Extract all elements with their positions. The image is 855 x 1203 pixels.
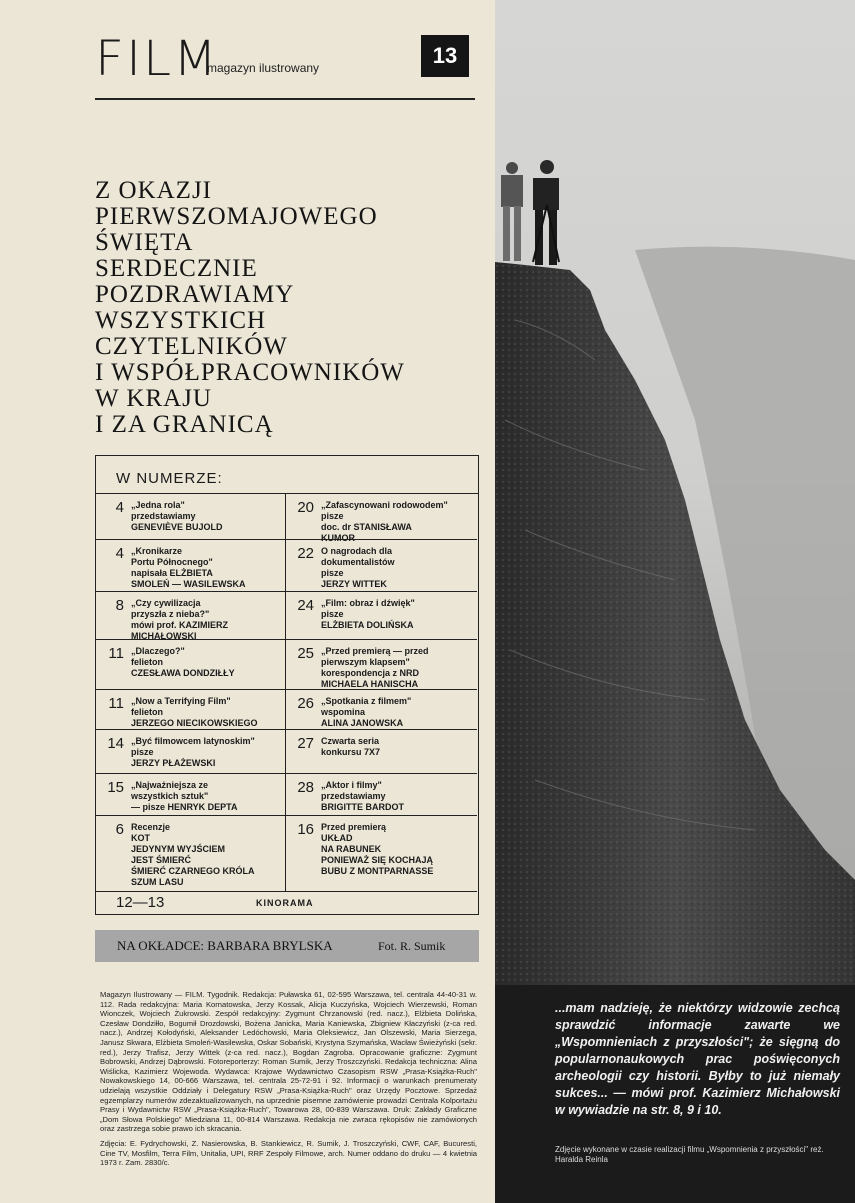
entry-page: 15 <box>107 779 124 796</box>
greeting-line: SERDECZNIE <box>95 255 258 282</box>
table-of-contents <box>95 455 479 915</box>
entry-page: 11 <box>108 645 124 662</box>
photo-quote: ...mam nadzieję, że niektórzy widzowie zechcą sprawdzić informacje zawarte we „Wspomnieniach z przyszłości"; że sięgną do popularnonaukowych prac poświęconych archeologii czy historii. Byłby to już niemały sukces... — mówi prof. Kazimierz Michałowski w wywiadzie na str. 8, 9 i 10. <box>555 1001 840 1117</box>
entry-title: KINORAMA <box>256 898 314 908</box>
greeting-line: I ZA GRANICĄ <box>95 411 274 438</box>
entry-title: „Film: obraz i dźwięk" pisze ELŻBIETA DOLIŃSKA <box>321 598 415 630</box>
contents-heading: W NUMERZE: <box>96 456 478 494</box>
greeting-line: PIERWSZOMAJOWEGO <box>95 203 378 230</box>
photo-caption: Zdjęcie wykonane w czasie realizacji filmu „Wspomnienia z przyszłości" reż. Haralda Reinla <box>555 1145 824 1164</box>
greeting-line: Z OKAZJI <box>95 177 213 204</box>
entry-title: Przed premierą UKŁAD NA RABUNEK PONIEWAŻ SIĘ KOCHAJĄ BUBU Z MONTPARNASSE <box>321 822 434 876</box>
greeting-headline <box>95 178 465 438</box>
entry-title: „Spotkania z filmem" wspomina ALINA JANOWSKA <box>321 696 412 728</box>
contents-entry[interactable] <box>286 540 477 592</box>
contents-entry[interactable] <box>96 494 286 540</box>
masthead-rule <box>95 98 475 100</box>
contents-entry[interactable] <box>286 690 477 730</box>
cover-caption <box>95 930 479 962</box>
entry-page: 8 <box>115 597 124 614</box>
entry-title: „Jedna rola" przedstawiamy GENEVIÈVE BUJOLD <box>131 500 223 532</box>
entry-page: 26 <box>297 695 314 712</box>
contents-entry[interactable] <box>96 592 286 640</box>
contents-entry[interactable] <box>96 730 286 774</box>
entry-page: 12—13 <box>116 894 165 911</box>
greeting-line: ŚWIĘTA <box>95 229 194 256</box>
entry-page: 20 <box>297 499 314 516</box>
entry-page: 11 <box>108 695 124 712</box>
entry-page: 4 <box>115 499 124 516</box>
masthead <box>95 31 475 105</box>
entry-page: 27 <box>297 735 314 752</box>
photo-column <box>495 0 855 1203</box>
entry-title: „Przed premierą — przed pierwszym klapsem" korespondencja z NRD MICHAELA HANISCHA <box>321 646 429 689</box>
entry-page: 14 <box>107 735 124 752</box>
contents-entry[interactable] <box>96 640 286 690</box>
contents-entry[interactable] <box>286 730 477 774</box>
entry-title: „Now a Terrifying Film" felieton JERZEGO NIECIKOWSKIEGO <box>131 696 258 728</box>
greeting-line: I WSPÓŁPRACOWNIKÓW <box>95 359 405 386</box>
editorial-credits <box>100 990 477 1173</box>
entry-page: 16 <box>297 821 314 838</box>
entry-title: „Najważniejsza ze wszystkich sztuk" — pisze HENRYK DEPTA <box>131 780 238 812</box>
contents-footer-entry[interactable] <box>96 892 477 916</box>
credits-photos: Zdjęcia: E. Fydrychowski, Z. Nasierowska, B. Stankiewicz, R. Sumik, J. Troszczyński, CWF, CAF, Bucuresti, Cine TV, Mosfilm, Terra Film, Unitalia, UPI, RRF Zespoły Filmowe, arch. Numer oddano do druku — 4 kwietnia 1973 r. Zam. 2830/c. <box>100 1138 477 1168</box>
greeting-line: POZDRAWIAMY <box>95 281 295 308</box>
greeting-line: WSZYSTKICH <box>95 307 267 334</box>
contents-entry[interactable] <box>286 816 477 892</box>
entry-title: Czwarta seria konkursu 7X7 <box>321 736 381 757</box>
contents-entry[interactable] <box>286 774 477 816</box>
contents-entry[interactable] <box>96 816 286 892</box>
contents-entry[interactable] <box>286 592 477 640</box>
contents-entry[interactable] <box>96 690 286 730</box>
greeting-line: CZYTELNIKÓW <box>95 333 288 360</box>
entry-page: 4 <box>115 545 124 562</box>
subtitle: magazyn ilustrowany <box>207 61 320 75</box>
greeting-line: W KRAJU <box>95 385 212 412</box>
contents-entry[interactable] <box>286 640 477 690</box>
entry-title: „Kronikarze Portu Północnego" napisała ELŻBIETA SMOLEŃ — WASILEWSKA <box>131 546 246 589</box>
contents-entry[interactable] <box>96 774 286 816</box>
entry-page: 22 <box>297 545 314 562</box>
logo: FILM <box>95 31 219 87</box>
entry-title: „Dlaczego?" felieton CZESŁAWA DONDZIŁŁY <box>131 646 235 678</box>
entry-title: Recenzje KOT JEDYNYM WYJŚCIEM JEST ŚMIERĆ ŚMIERĆ CZARNEGO KRÓLA SZUM LASU <box>131 822 255 887</box>
entry-title: „Być filmowcem latynoskim" pisze JERZY PŁAŻEWSKI <box>131 736 255 768</box>
cover-photo-credit: Fot. R. Sumik <box>378 939 446 953</box>
contents-entry[interactable] <box>96 540 286 592</box>
entry-title: O nagrodach dla dokumentalistów pisze JERZY WITTEK <box>321 546 395 589</box>
entry-page: 28 <box>297 779 314 796</box>
entry-title: „Czy cywilizacja przyszła z nieba?" mówi prof. KAZIMIERZ MICHAŁOWSKI <box>131 598 228 641</box>
entry-title: „Zafascynowani rodowodem" pisze doc. dr STANISŁAWA KUMOR <box>321 500 448 543</box>
entry-page: 6 <box>115 821 124 838</box>
contents-entry[interactable] <box>286 494 477 543</box>
entry-title: „Aktor i filmy" przedstawiamy BRIGITTE BARDOT <box>321 780 404 812</box>
entry-page: 24 <box>297 597 314 614</box>
cover-label: NA OKŁADCE: BARBARA BRYLSKA <box>117 938 333 953</box>
contents-grid <box>96 494 477 887</box>
entry-page: 25 <box>297 645 314 662</box>
issue-number: 13 <box>421 35 469 77</box>
credits-paragraph: Magazyn Ilustrowany — FILM. Tygodnik. Redakcja: Puławska 61, 02-595 Warszawa, tel. centrala 44-40-31 w. 112. Rada redakcyjna: Maria Kornatowska, Jerzy Kossak, Alicja Kuczyńska, Wojciech Wierzewski, Roman Wionczek, Wojciech Żukrowski. Zespół redakcyjny: Zygmunt Chrzanowski (red. nacz.), Elżbieta Dolińska, Czesław Dondziłło, Bogumił Drozdowski, Bożena Janicka, Maria Kaniewska, Zbigniew Kłaczyński (z-ca red. nacz.), Andrzej Kołodyński, Aleksander Ledóchowski, Maria Oleksiewicz, Jan Olszewski, Maria Sierzega, Janusz Skwara, Elżbieta Smoleń-Wasilewska, Oskar Sobański, Krystyna Szymańska, Wacław Świeżyński (sekr. red.), Jerzy Trafisz, Jerzy Wittek (z-ca red. nacz.), Bogdan Zagroba. Opracowanie graficzne: Zygmunt Bobrowski, Andrzej Dąbrowski. Fotoreporterzy: Roman Sumik, Jerzy Troszczyński. Redakcja techniczna: Alina Wiślicka, Kazimierz Wojewoda. Wydawca: Krajowe Wydawnictwo Czasopism RSW „Prasa-Książka-Ruch" Nowakowskiego 14, 00-666 Warszawa, tel. centrala 25-72-91 i 92. Informacji o warunkach prenumeraty udzielają wszystkie Oddziały i Delegatury RSW „Prasa-Książka-Ruch" oraz Urzędy Pocztowe. Sprzedaż egzemplarzy numerów zdezaktualizowanych, na uprzednie pisemne zamówienie prowadzi Centrala Kolportażu Prasy i Wydawnictw RSW „Prasa-Książka-Ruch", Towarowa 28, 00-839 Warszawa. Druk: Zakłady Graficzne „Dom Słowa Polskiego" Miedziana 11, 00-814 Warszawa. Redakcja nie zwraca rękopisów nie zamówionych oraz zastrzega sobie prawo ich skracania. <box>100 990 477 1134</box>
